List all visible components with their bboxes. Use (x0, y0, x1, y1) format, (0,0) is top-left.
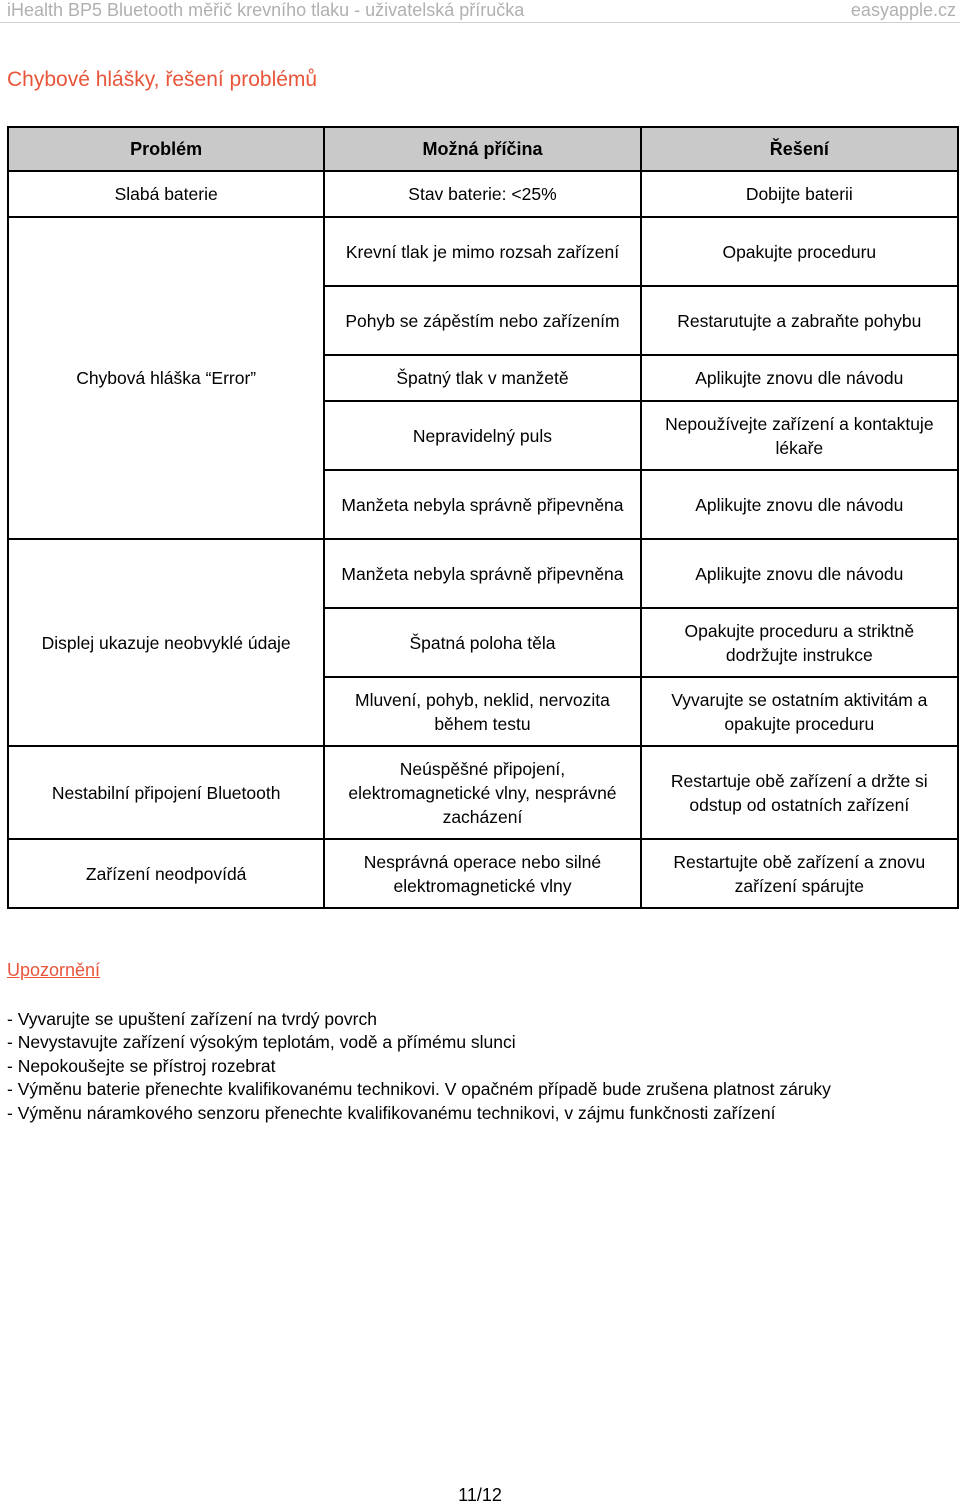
solution-cell: Restartujte obě zařízení a znovu zařízení spárujte (641, 839, 958, 908)
cause-cell: Krevní tlak je mimo rozsah zařízení (324, 217, 640, 286)
page-number: 11/12 (458, 1485, 502, 1505)
solution-cell: Opakujte proceduru (641, 217, 958, 286)
solution-cell: Aplikujte znovu dle návodu (641, 539, 958, 608)
warning-item: - Výměnu náramkového senzoru přenechte kvalifikovanému technikovi, v zájmu funkčnosti zařízení (7, 1102, 776, 1123)
problem-cell: Nestabilní připojení Bluetooth (8, 746, 324, 839)
solution-cell: Aplikujte znovu dle návodu (641, 470, 958, 539)
table-header-row (8, 127, 958, 171)
document-title: iHealth BP5 Bluetooth měřič krevního tlaku - uživatelská příručka (7, 0, 525, 20)
problem-cell: Displej ukazuje neobvyklé údaje (8, 539, 324, 746)
warning-item: - Nevystavujte zařízení výsokým teplotám, vodě a přímému slunci (7, 1032, 516, 1053)
problem-cell: Zařízení neodpovídá (8, 839, 324, 908)
cause-cell: Mluvení, pohyb, neklid, nervozita během testu (324, 677, 640, 746)
section-title: Chybové hlášky, řešení problémů (7, 68, 318, 91)
cause-cell: Pohyb se zápěstím nebo zařízením (324, 286, 640, 355)
cause-cell: Nepravidelný puls (324, 401, 640, 470)
table-row (8, 171, 958, 217)
cause-cell: Manžeta nebyla správně připevněna (324, 539, 640, 608)
table-row (8, 746, 958, 839)
site-name: easyapple.cz (850, 0, 956, 20)
solution-cell: Dobijte baterii (641, 171, 958, 217)
table-row (8, 539, 958, 608)
table-row (8, 217, 958, 286)
cause-cell: Špatný tlak v manžetě (324, 355, 640, 401)
warning-item: - Nepokoušejte se přístroj rozebrat (7, 1055, 276, 1076)
warnings-list (7, 1008, 831, 1125)
cause-cell: Nesprávná operace nebo silné elektromagnetické vlny (324, 839, 640, 908)
warnings-title: Upozornění (7, 960, 101, 980)
solution-cell: Restartuje obě zařízení a držte si odstup od ostatních zařízení (641, 746, 958, 839)
header-solution: Řešení (641, 127, 958, 171)
page-header (0, 0, 960, 23)
problem-cell: Chybová hláška “Error” (8, 217, 324, 539)
problem-cell: Slabá baterie (8, 171, 324, 217)
troubleshooting-table (7, 126, 959, 909)
header-problem: Problém (8, 127, 324, 171)
header-cause: Možná příčina (324, 127, 640, 171)
cause-cell: Stav baterie: <25% (324, 171, 640, 217)
solution-cell: Vyvarujte se ostatním aktivitám a opakujte proceduru (641, 677, 958, 746)
cause-cell: Manžeta nebyla správně připevněna (324, 470, 640, 539)
solution-cell: Nepoužívejte zařízení a kontaktuje lékaře (641, 401, 958, 470)
solution-cell: Aplikujte znovu dle návodu (641, 355, 958, 401)
solution-cell: Restarutujte a zabraňte pohybu (641, 286, 958, 355)
cause-cell: Špatná poloha těla (324, 608, 640, 677)
cause-cell: Neúspěšné připojení, elektromagnetické vlny, nesprávné zacházení (324, 746, 640, 839)
warning-item: - Vyvarujte se upuštení zařízení na tvrdý povrch (7, 1009, 377, 1029)
table-row (8, 839, 958, 908)
solution-cell: Opakujte proceduru a striktně dodržujte instrukce (641, 608, 958, 677)
warning-item: - Výměnu baterie přenechte kvalifikovanému technikovi. V opačném případě bude zrušena platnost záruky (7, 1079, 831, 1100)
